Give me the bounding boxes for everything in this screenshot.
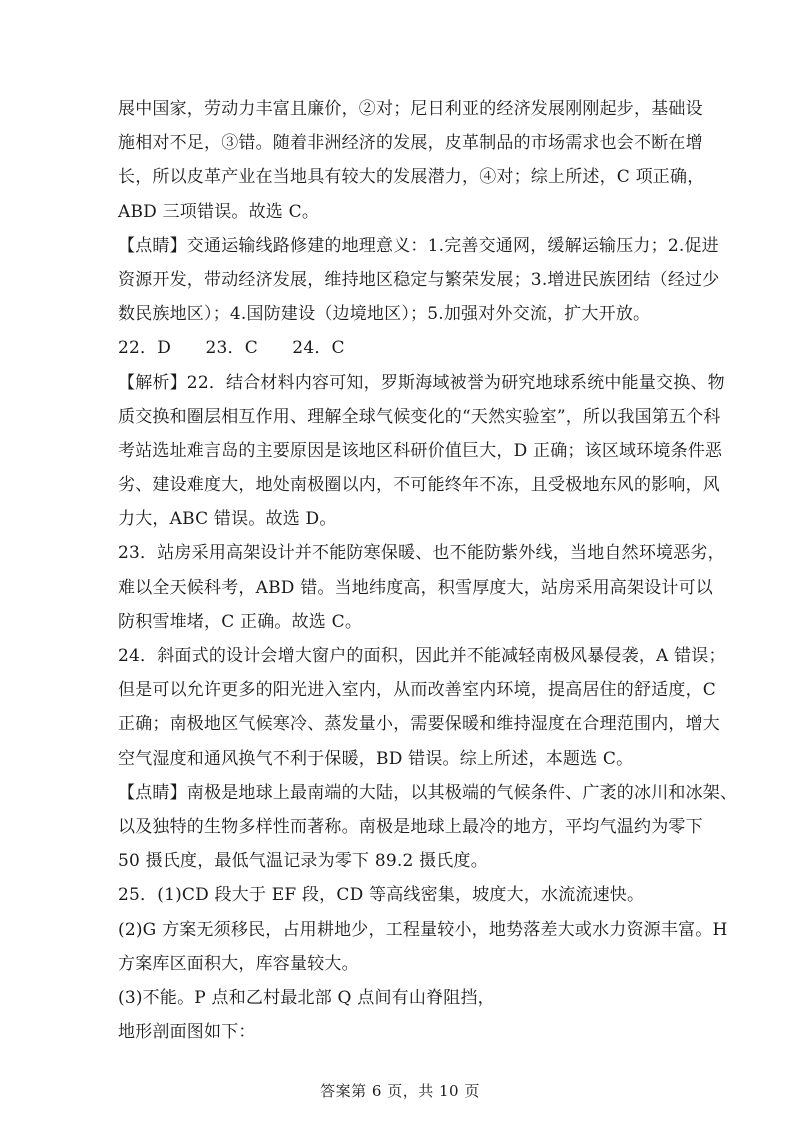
text-line: 展中国家，劳动力丰富且廉价，②对；尼日利亚的经济发展刚刚起步，基础设	[118, 99, 703, 119]
text-line: 难以全天候科考，ABD 错。当地纬度高，积雪厚度大，站房采用高架设计可以	[118, 577, 714, 598]
text-line: 50 摄氏度，最低气温记录为零下 89.2 摄氏度。	[118, 851, 488, 872]
text-line: 力大，ABC 错误。故选 D。	[118, 509, 337, 530]
text-line: 防积雪堆堵，C 正确。故选 C。	[118, 611, 363, 632]
page-footer: 答案第 6 页，共 10 页	[320, 1082, 480, 1100]
text-line: 地形剖面图如下：	[118, 1022, 256, 1043]
text-line: 【解析】22．结合材料内容可知，罗斯海域被誉为研究地球系统中能量交换、物	[118, 372, 725, 393]
text-line: 考站选址难言岛的主要原因是该地区科研价值巨大，D 正确；该区域环境条件恶	[118, 440, 723, 461]
document-body	[118, 92, 738, 1049]
text-line: 数民族地区）；4.国防建设（边境地区）；5.加强对外交流，扩大开放。	[118, 304, 651, 325]
text-line: 以及独特的生物多样性而著称。南极是地球上最冷的地方，平均气温约为零下	[118, 816, 703, 837]
text-line: 施相对不足，③错。随着非洲经济的发展，皮革制品的市场需求也会不断在增	[118, 133, 703, 154]
text-line: 正确；南极地区气候寒冷、蒸发量小，需要保暖和维持湿度在合理范围内，增大	[118, 714, 720, 735]
text-line: 24．斜面式的设计会增大窗户的面积，因此并不能减轻南极风暴侵袭，A 错误；	[118, 646, 726, 666]
text-line: 【点睛】南极是地球上最南端的大陆，以其极端的气候条件、广袤的冰川和冰架、	[118, 782, 738, 803]
answer-line: 22．D 23．C 24．C	[118, 338, 345, 359]
text-line: 空气湿度和通风换气不利于保暖，BD 错误。综上所述，本题选 C。	[118, 748, 634, 769]
text-line: 劣、建设难度大，地处南极圈以内，不可能终年不冻，且受极地东风的影响，风	[118, 475, 720, 496]
text-line: 25．(1)CD 段大于 EF 段，CD 等高线密集，坡度大，水流流速快。	[118, 885, 645, 906]
text-line: 长，所以皮革产业在当地具有较大的发展潜力，④对；综上所述，C 项正确，	[118, 167, 705, 188]
text-line: 质交换和圈层相互作用、理解全球气候变化的“天然实验室”，所以我国第五个科	[118, 406, 721, 427]
text-line: 23．站房采用高架设计并不能防寒保暖、也不能防紫外线，当地自然环境恶劣，	[118, 543, 725, 564]
text-line: 但是可以允许更多的阳光进入室内，从而改善室内环境，提高居住的舒适度，C	[118, 680, 717, 701]
text-line: ABD 三项错误。故选 C。	[118, 201, 320, 222]
text-line: (3)不能。P 点和乙村最北部 Q 点间有山脊阻挡，	[118, 987, 495, 1008]
text-line: (2)G 方案无须移民，占用耕地少，工程量较小，地势落差大或水力资源丰富。H	[118, 919, 728, 940]
text-line: 方案库区面积大，库容量较大。	[118, 953, 359, 974]
text-line: 【点睛】交通运输线路修建的地理意义：1.完善交通网，缓解运输压力；2.促进	[118, 235, 719, 256]
text-line: 资源开发，带动经济发展，维持地区稳定与繁荣发展；3.增进民族团结（经过少	[118, 269, 720, 290]
